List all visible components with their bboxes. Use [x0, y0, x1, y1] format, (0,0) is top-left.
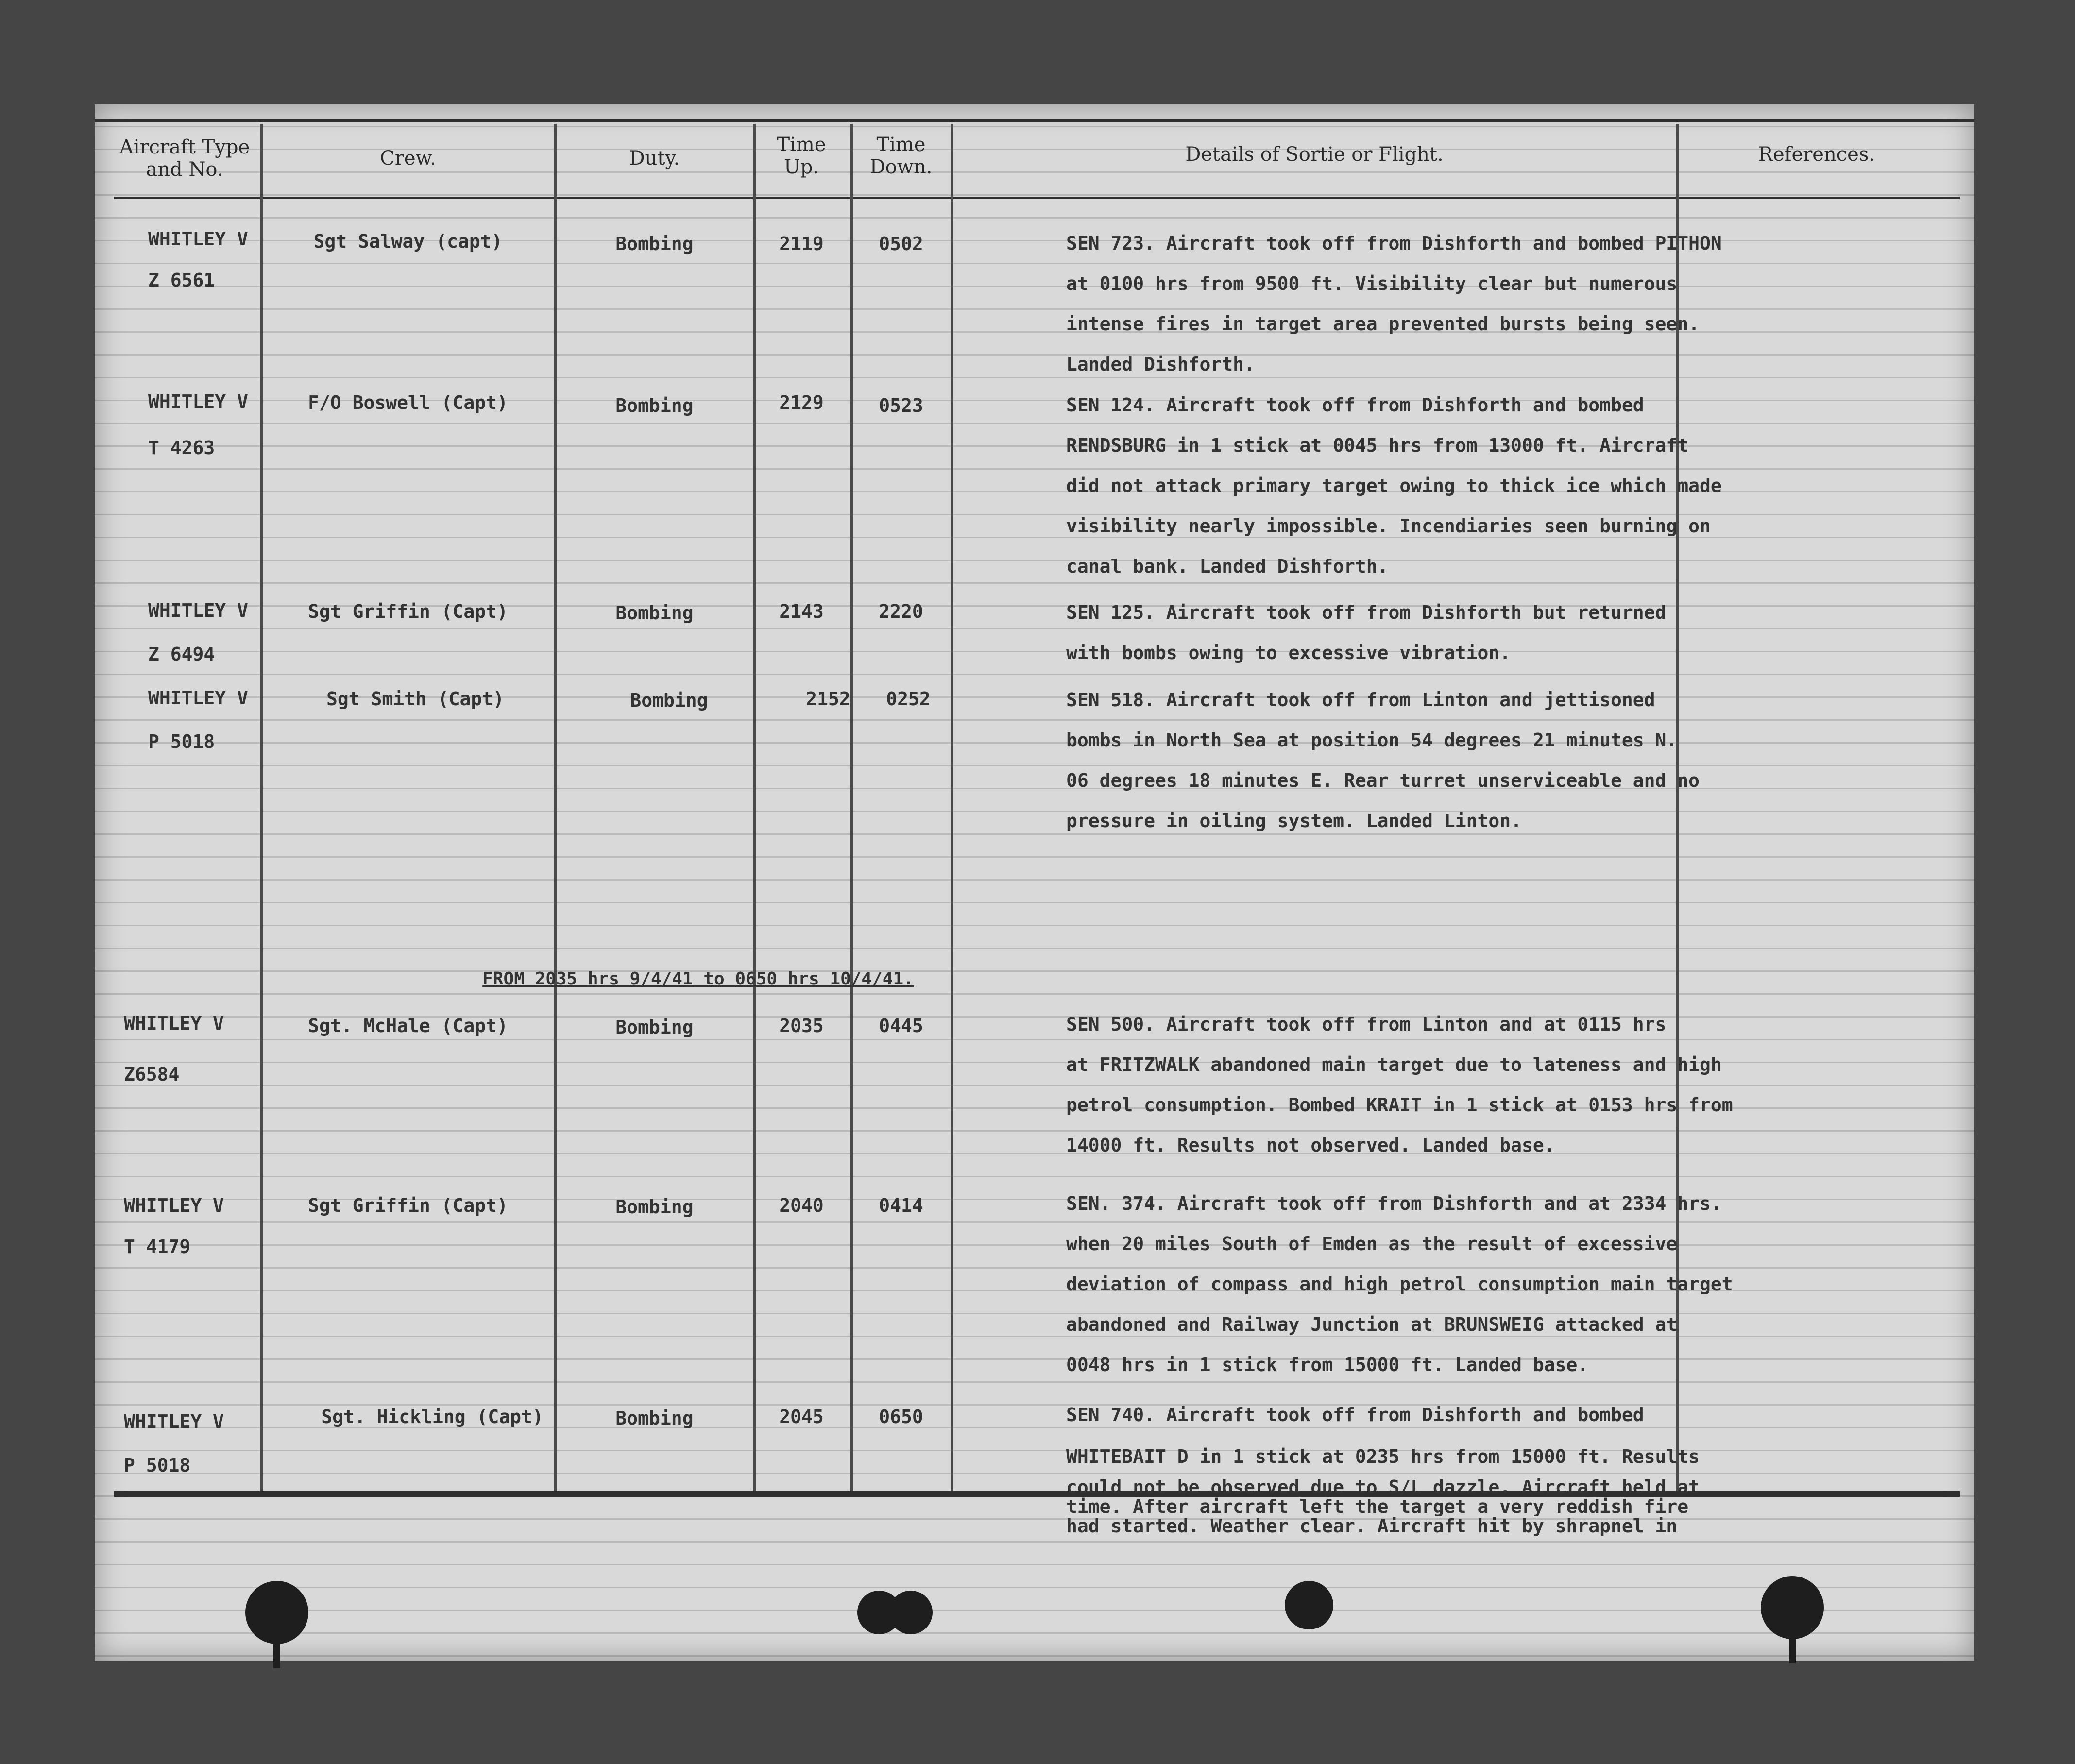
sortie-details [1066, 1184, 1766, 1385]
detail-line: WHITEBAIT D in 1 stick at 0235 hrs from 15000 ft. Results [1066, 1446, 1700, 1467]
crew: Sgt. Hickling (Capt) [321, 1406, 544, 1427]
detail-line: had started. Weather clear. Aircraft hit by shrapnel in [1066, 1516, 1678, 1536]
time-up: 2129 [779, 392, 824, 413]
time-up: 2152 [806, 688, 850, 710]
detail-line: pressure in oiling system. Landed Linton. [1066, 810, 1522, 831]
header-aircraft: Aircraft Type and No. [119, 136, 250, 181]
aircraft-type: WHITLEY V [124, 1013, 224, 1034]
header-details: Details of Sortie or Flight. [1185, 143, 1444, 166]
column-rule [951, 124, 953, 1491]
header-duty: Duty. [629, 147, 680, 170]
detail-line: at FRITZWALK abandoned main target due to lateness and high [1066, 1054, 1722, 1075]
aircraft-type: WHITLEY V [148, 687, 248, 709]
aircraft-number: Z 6561 [148, 270, 215, 291]
punch-hole [245, 1581, 308, 1644]
aircraft-number: P 5018 [124, 1455, 191, 1476]
time-down: 0414 [879, 1195, 923, 1216]
detail-line: petrol consumption. Bombed KRAIT in 1 stick at 0153 hrs from [1066, 1094, 1733, 1116]
sortie-details [1066, 223, 1766, 385]
crew: Sgt Salway (capt) [313, 231, 503, 252]
detail-line: SEN 723. Aircraft took off from Dishforth and bombed PITHON [1066, 233, 1722, 254]
time-up: 2143 [779, 601, 824, 622]
duty: Bombing [615, 395, 694, 416]
column-rule [554, 124, 557, 1491]
column-rule [260, 124, 263, 1491]
crew: Sgt Griffin (Capt) [308, 1195, 508, 1216]
header-time-up: Time Up. [777, 134, 826, 178]
detail-line: when 20 miles South of Emden as the result of excessive [1066, 1233, 1678, 1255]
sortie-details [1066, 680, 1766, 841]
detail-line: 0048 hrs in 1 stick from 15000 ft. Landed base. [1066, 1354, 1589, 1375]
punch-hole [1285, 1581, 1333, 1629]
top-border [95, 119, 1974, 122]
aircraft-type: WHITLEY V [148, 228, 248, 250]
time-down: 0523 [879, 395, 923, 416]
detail-line: visibility nearly impossible. Incendiaries seen burning on [1066, 515, 1711, 537]
time-up: 2035 [779, 1015, 824, 1036]
time-down: 0650 [879, 1406, 923, 1427]
detail-line: SEN. 374. Aircraft took off from Dishforth and at 2334 hrs. [1066, 1193, 1722, 1214]
time-down: 0502 [879, 233, 923, 254]
detail-line: intense fires in target area prevented bursts being seen. [1066, 313, 1700, 335]
punch-hole [1761, 1576, 1824, 1639]
duty: Bombing [615, 1408, 694, 1429]
duty: Bombing [615, 1196, 694, 1218]
period-header: FROM 2035 hrs 9/4/41 to 0650 hrs 10/4/41. [482, 969, 914, 989]
detail-line: did not attack primary target owing to thick ice which made [1066, 475, 1722, 496]
detail-line: SEN 125. Aircraft took off from Dishforth but returned [1066, 602, 1667, 623]
detail-line: SEN 124. Aircraft took off from Dishforth and bombed [1066, 394, 1644, 416]
time-up: 2045 [779, 1406, 824, 1427]
header-crew: Crew. [380, 147, 436, 170]
aircraft-type: WHITLEY V [124, 1195, 224, 1216]
sortie-details [1066, 593, 1766, 673]
operations-record-sheet [95, 104, 1974, 1661]
aircraft-number: Z6584 [124, 1064, 180, 1085]
sortie-details [1066, 385, 1766, 587]
detail-line: 06 degrees 18 minutes E. Rear turret unserviceable and no [1066, 770, 1700, 791]
detail-line: SEN 740. Aircraft took off from Dishforth and bombed [1066, 1404, 1644, 1425]
aircraft-number: T 4263 [148, 437, 215, 458]
aircraft-number: Z 6494 [148, 644, 215, 665]
detail-line: abandoned and Railway Junction at BRUNSWEIG attacked at [1066, 1314, 1678, 1335]
time-down: 0445 [879, 1015, 923, 1036]
time-up: 2040 [779, 1195, 824, 1216]
crew: Sgt Smith (Capt) [326, 688, 505, 710]
detail-line: deviation of compass and high petrol consumption main target [1066, 1273, 1733, 1295]
aircraft-number: T 4179 [124, 1236, 191, 1257]
detail-line: 14000 ft. Results not observed. Landed base. [1066, 1135, 1555, 1156]
aircraft-type: WHITLEY V [148, 600, 248, 621]
aircraft-number: P 5018 [148, 731, 215, 752]
crew: Sgt. McHale (Capt) [308, 1015, 508, 1036]
sortie-details [1066, 1394, 1766, 1536]
detail-line: SEN 500. Aircraft took off from Linton and at 0115 hrs [1066, 1014, 1667, 1035]
detail-line: time. After aircraft left the target a very reddish fire [1066, 1497, 1689, 1516]
sortie-details [1066, 1004, 1766, 1166]
detail-line: Landed Dishforth. [1066, 354, 1255, 375]
duty: Bombing [615, 233, 694, 254]
detail-line: could not be observed due to S/L dazzle. Aircraft held at [1066, 1477, 1700, 1497]
detail-line: SEN 518. Aircraft took off from Linton and jettisoned [1066, 689, 1655, 711]
duty: Bombing [630, 690, 708, 711]
duty: Bombing [615, 602, 694, 624]
detail-line: canal bank. Landed Dishforth. [1066, 556, 1389, 577]
header-time-down: Time Down. [869, 134, 933, 178]
column-rule [753, 124, 756, 1491]
aircraft-type: WHITLEY V [124, 1411, 224, 1432]
time-down: 2220 [879, 601, 923, 622]
crew: F/O Boswell (Capt) [308, 392, 508, 413]
time-down: 0252 [886, 688, 931, 710]
crew: Sgt Griffin (Capt) [308, 601, 508, 622]
aircraft-type: WHITLEY V [148, 391, 248, 412]
detail-line: RENDSBURG in 1 stick at 0045 hrs from 13000 ft. Aircraft [1066, 435, 1689, 456]
detail-line: bombs in North Sea at position 54 degrees 21 minutes N. [1066, 729, 1678, 751]
duty: Bombing [615, 1017, 694, 1038]
header-rule [114, 197, 1960, 199]
detail-line: with bombs owing to excessive vibration. [1066, 642, 1511, 663]
header-references: References. [1758, 143, 1875, 166]
column-rule [850, 124, 853, 1491]
punch-hole [889, 1591, 933, 1634]
punch-hole-stem [273, 1639, 280, 1668]
detail-line: at 0100 hrs from 9500 ft. Visibility clear but numerous [1066, 273, 1678, 294]
punch-hole-stem [1789, 1634, 1796, 1663]
time-up: 2119 [779, 233, 824, 254]
